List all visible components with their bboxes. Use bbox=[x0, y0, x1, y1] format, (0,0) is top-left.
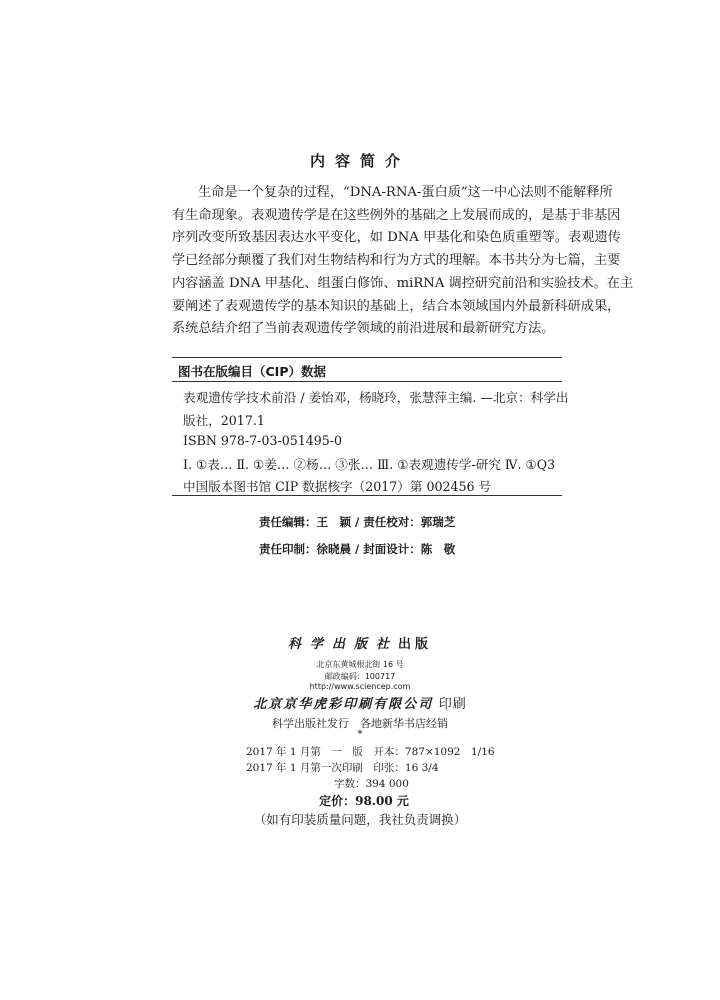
cip-record-number: 中国版本图书馆 CIP 数据核字（2017）第 002456 号 bbox=[183, 479, 492, 494]
wordcount-line: 字数：394 000 bbox=[334, 778, 409, 790]
summary-line: 生命是一个复杂的过程，“DNA-RNA-蛋白质”这一中心法则不能解释所 bbox=[198, 185, 613, 200]
price: 定价：98.00 元 bbox=[319, 794, 409, 808]
editor-credits: 责任编辑：王 颖 / 责任校对：郭瑞芝 bbox=[259, 515, 456, 529]
cip-heading: 图书在版编目（CIP）数据 bbox=[178, 364, 326, 379]
cip-top-rule bbox=[172, 357, 562, 358]
summary-title: 内容简介 bbox=[309, 152, 410, 170]
summary-line: 有生命现象。表观遗传学是在这些例外的基础之上发展而成的，是基于非基因 bbox=[172, 207, 621, 223]
cip-title-line: 版社，2017.1 bbox=[183, 413, 265, 428]
cip-bottom-rule bbox=[172, 495, 562, 496]
summary-line: 学已经部分颠覆了我们对生物结构和行为方式的理解。本书共分为七篇，主要 bbox=[172, 253, 621, 269]
publisher-website: http://www.sciencep.com bbox=[309, 682, 411, 691]
printer-suffix: 印刷 bbox=[438, 697, 467, 712]
edition-line: 2017 年 1 月第 一 版 开本：787×1092 1/16 bbox=[246, 746, 495, 758]
printing-line: 2017 年 1 月第一次印刷 印张：16 3/4 bbox=[246, 762, 439, 774]
cip-isbn: ISBN 978-7-03-051495-0 bbox=[183, 433, 343, 448]
printer-name: 北京京华虎彩印刷有限公司 bbox=[253, 697, 434, 712]
cip-middle-rule bbox=[172, 381, 562, 382]
publisher-postcode: 邮政编码：100717 bbox=[324, 672, 396, 681]
separator-star: * bbox=[357, 729, 363, 740]
publisher-name: 科学出版社 bbox=[287, 637, 398, 652]
cip-classification: Ⅰ. ①表… Ⅱ. ①姜… ②杨… ③张… Ⅲ. ①表观遗传学-研究 Ⅳ. ①Q3 bbox=[183, 457, 556, 472]
summary-line: 系统总结介绍了当前表观遗传学领域的前沿进展和最新研究方法。 bbox=[172, 321, 555, 337]
distribution-line: 科学出版社发行 各地新华书店经销 bbox=[272, 717, 448, 730]
production-credits: 责任印制：徐晓晨 / 封面设计：陈 敬 bbox=[259, 542, 456, 556]
cip-title-line: 表观遗传学技术前沿 / 姜怡邓，杨晓玲，张慧萍主编. —北京：科学出 bbox=[183, 390, 569, 405]
publisher-address: 北京东黄城根北街 16 号 bbox=[316, 660, 404, 669]
summary-line: 序列改变所致基因表达水平变化，如 DNA 甲基化和染色质重塑等。表观遗传 bbox=[172, 230, 621, 246]
publisher-imprint bbox=[0, 633, 720, 652]
publisher-suffix: 出版 bbox=[398, 637, 433, 652]
quality-notice: （如有印装质量问题，我社负责调换） bbox=[253, 812, 467, 827]
summary-body bbox=[172, 182, 634, 341]
summary-line: 要阐述了表观遗传学的基本知识的基础上，结合本领域国内外最新科研成果， bbox=[172, 298, 621, 314]
summary-line: 内容涵盖 DNA 甲基化、组蛋白修饰、miRNA 调控研究前沿和实验技术。在主 bbox=[172, 275, 634, 291]
printer-line bbox=[0, 693, 720, 712]
